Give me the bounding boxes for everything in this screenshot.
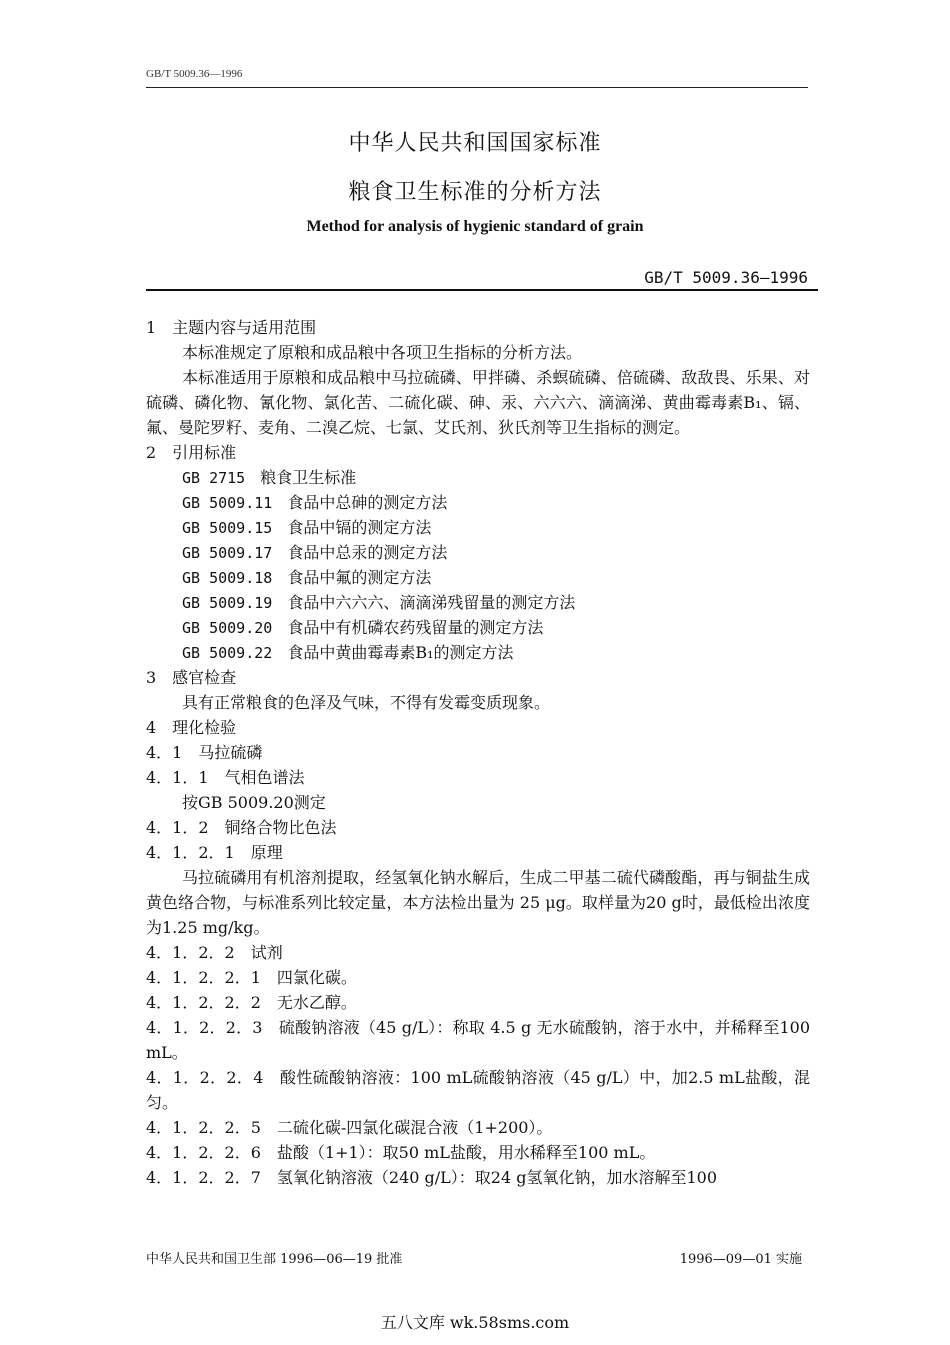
reference-item: GB 5009.20 食品中有机磷农药残留量的测定方法 (182, 618, 544, 637)
section-1-paragraph-1: 本标准规定了原粮和成品粮中各项卫生指标的分析方法。 (182, 343, 583, 362)
reagent-item: 4．1．2．2．7 氢氧化钠溶液（240 g/L）：取24 g氢氧化钠，加水溶解至100 (146, 1168, 718, 1187)
section-3-paragraph: 具有正常粮食的色泽及气味，不得有发霉变质现象。 (182, 693, 551, 712)
reference-item: GB 5009.17 食品中总汞的测定方法 (182, 543, 448, 562)
header-standard-code: GB/T 5009.36—1996 (146, 68, 243, 80)
section-4-1-1-text: 按GB 5009.20测定 (182, 793, 326, 812)
document-body (146, 315, 810, 1190)
section-4-1-heading: 4．1 马拉硫磷 (146, 743, 263, 762)
principle-paragraph: 马拉硫磷用有机溶剂提取，经氢氧化钠水解后，生成二甲基二硫代磷酸酯，再与铜盐生成黄色络合物，与标准系列比较定量，本方法检出量为 25 μg。取样量为20 g时，最低检出浓度为1.25 mg/kg。 (146, 868, 810, 937)
reagent-item: 4．1．2．2．2 无水乙醇。 (146, 993, 357, 1012)
section-4-1-2-1-heading: 4．1．2．1 原理 (146, 843, 283, 862)
section-4-1-2-heading: 4．1．2 铜络合物比色法 (146, 818, 337, 837)
title-divider (146, 289, 818, 291)
document-title-cn: 粮食卫生标准的分析方法 (348, 180, 602, 205)
approval-date: 中华人民共和国卫生部 1996—06—19 批准 (146, 1252, 403, 1267)
reference-item: GB 2715 粮食卫生标准 (182, 468, 357, 487)
section-4-1-2-2-heading: 4．1．2．2 试剂 (146, 943, 283, 962)
section-1-paragraph-2: 本标准适用于原粮和成品粮中马拉硫磷、甲拌磷、杀螟硫磷、倍硫磷、敌敌畏、乐果、对硫磷、磷化物、氰化物、氯化苦、二硫化碳、砷、汞、六六六、滴滴涕、黄曲霉毒素B₁、镉、氟、曼陀罗籽、麦角、二溴乙烷、七氯、艾氏剂、狄氏剂等卫生指标的测定。 (146, 368, 810, 437)
section-3-heading: 3 感官检查 (146, 668, 237, 687)
reference-item: GB 5009.19 食品中六六六、滴滴涕残留量的测定方法 (182, 593, 576, 612)
section-2-heading: 2 引用标准 (146, 443, 237, 462)
reference-item: GB 5009.11 食品中总砷的测定方法 (182, 493, 448, 512)
document-title-en: Method for analysis of hygienic standard of grain (306, 218, 644, 235)
reagent-item: 4．1．2．2．1 四氯化碳。 (146, 968, 357, 987)
effective-date: 1996—09—01 实施 (679, 1252, 802, 1267)
reagent-item: 4．1．2．2．4 酸性硫酸钠溶液：100 mL硫酸钠溶液（45 g/L）中，加2.5 mL盐酸，混匀。 (146, 1068, 810, 1112)
watermark-text: 五八文库 wk.58sms.com (380, 1313, 570, 1332)
section-4-heading: 4 理化检验 (146, 718, 237, 737)
reference-item: GB 5009.18 食品中氟的测定方法 (182, 568, 432, 587)
standard-code: GB/T 5009.36—1996 (644, 268, 808, 287)
reference-item: GB 5009.15 食品中镉的测定方法 (182, 518, 432, 537)
reference-item: GB 5009.22 食品中黄曲霉毒素B₁的测定方法 (182, 643, 514, 662)
reagent-item: 4．1．2．2．6 盐酸（1+1）：取50 mL盐酸，用水稀释至100 mL。 (146, 1143, 656, 1162)
reagent-item: 4．1．2．2．5 二硫化碳-四氯化碳混合液（1+200）。 (146, 1118, 553, 1137)
section-4-1-1-heading: 4．1．1 气相色谱法 (146, 768, 305, 787)
section-1-heading: 1 主题内容与适用范围 (146, 318, 317, 337)
reagent-item: 4．1．2．2．3 硫酸钠溶液（45 g/L）：称取 4.5 g 无水硫酸钠，溶于水中，并稀释至100 mL。 (146, 1018, 810, 1062)
header-divider (146, 87, 808, 88)
national-standard-title: 中华人民共和国国家标准 (348, 131, 602, 156)
